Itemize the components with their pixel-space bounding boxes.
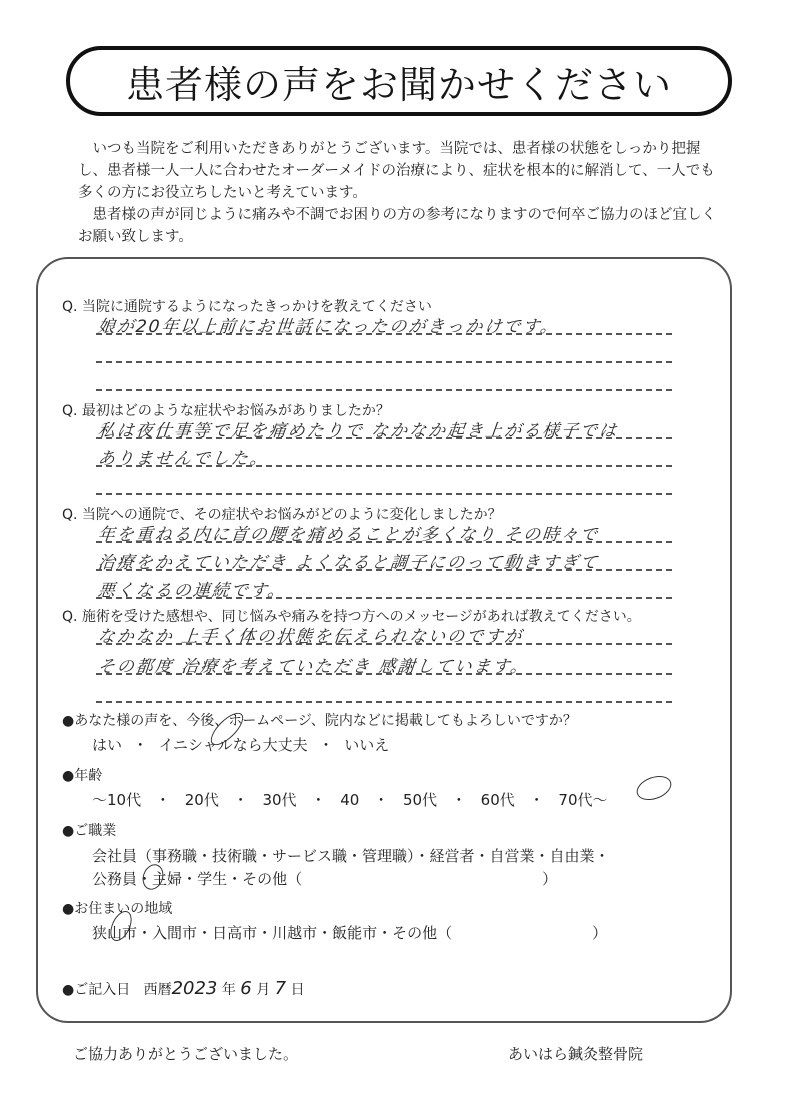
occupation-option-other[interactable]: その他（	[242, 870, 303, 888]
question-1-label: Q. 当院に通院するようになったきっかけを教えてください	[62, 299, 432, 315]
question-3-answer-line-3: 悪くなるの連続です。	[96, 581, 288, 601]
occupation-options-line-1: 会社員（事務職・技術職・サービス職・管理職）・経営者・自営業・自由業・	[92, 847, 610, 865]
answer-line	[96, 437, 672, 439]
answer-line	[96, 673, 672, 675]
answer-line	[96, 493, 672, 495]
occupation-label: ●ご職業	[62, 823, 117, 839]
age-option-60s[interactable]: 60代	[480, 791, 515, 809]
age-option-20s[interactable]: 20代	[184, 791, 219, 809]
intro-paragraph-2: 患者様の声が同じように痛みや不調でお困りの方の参考になりますので何卒ご協力のほど宜しくお願い致します。	[78, 207, 716, 245]
clinic-name: あいはら鍼灸整骨院	[508, 1045, 644, 1063]
age-option-40s[interactable]: 40	[340, 791, 360, 809]
page-title: 患者様の声をお聞かせください	[125, 62, 672, 107]
date-day-field[interactable]: 7	[274, 978, 287, 999]
consent-option-yes[interactable]: はい	[92, 736, 123, 754]
age-option-30s[interactable]: 30代	[262, 791, 297, 809]
answer-line	[96, 569, 672, 571]
question-3-answer-line-1: 年を重ねる内に首の腰を痛めることが多くなり その時々で	[96, 525, 601, 545]
answer-line	[96, 541, 672, 543]
residence-option-hidaka[interactable]: 日高市	[212, 924, 258, 942]
question-2-label: Q. 最初はどのような症状やお悩みがありましたか？	[62, 403, 390, 419]
date-month-field[interactable]: 6	[240, 978, 252, 999]
answer-line	[96, 361, 672, 363]
question-1-answer-line-1: 娘が20年以上前にお世話になったのがきっかけです。	[96, 317, 561, 337]
consent-label: ●あなた様の声を、今後、ホームページ、院内などに掲載してもよろしいですか？	[62, 713, 577, 729]
residence-label: ●お住まいの地域	[62, 901, 173, 917]
residence-option-iruma[interactable]: 入間市	[152, 924, 198, 942]
occupation-option-civil-servant[interactable]: 公務員	[92, 870, 138, 888]
date-year-field[interactable]: 2023	[171, 978, 218, 999]
intro-paragraph-1: いつも当院をご利用いただきありがとうございます。当院では、患者様の状態をしっかり把握し、患者様一人一人に合わせたオーダーメイドの治療により、症状を根本的に解消して、一人でも多くの方にお役立ちしたいと考えています。	[78, 141, 715, 201]
occupation-option-student[interactable]: 学生	[197, 870, 228, 888]
date-row: ●ご記入日 西暦2023 年 6 月 7 日	[62, 978, 305, 999]
residence-option-kawagoe[interactable]: 川越市	[272, 924, 318, 942]
occupation-options-line-2: 公務員・主婦・学生・その他（ ）	[92, 870, 558, 888]
answer-line	[96, 389, 672, 391]
question-4-answer-line-1: なかなか 上手く体の状態を伝えられないのですが	[96, 627, 525, 647]
answer-line	[96, 701, 672, 703]
residence-option-other[interactable]: その他（	[392, 924, 453, 942]
residence-option-sayama[interactable]: 狭山市	[92, 924, 138, 942]
consent-option-no[interactable]: いいえ	[344, 736, 390, 754]
age-options: ～10代 ・ 20代 ・ 30代 ・ 40 ・ 50代 ・ 60代 ・ 70代～	[92, 791, 608, 809]
answer-line	[96, 333, 672, 335]
age-option-70s-plus[interactable]: 70代～	[558, 791, 608, 809]
title-banner	[66, 46, 732, 116]
question-2-answer-line-1: 私は夜仕事等で足を痛めたりで なかなか起き上がる様子では	[96, 421, 620, 441]
occupation-option-homemaker[interactable]: 主婦	[152, 870, 183, 888]
intro-text	[78, 138, 728, 248]
answer-line	[96, 643, 672, 645]
question-3-label: Q. 当院への通院で、その症状やお悩みがどのように変化しましたか？	[62, 507, 502, 523]
question-4-answer-line-2: その都度 治療を考えていただき 感謝しています。	[96, 657, 531, 677]
answer-line	[96, 465, 672, 467]
date-era-label: 西暦	[143, 982, 172, 998]
question-4-label: Q. 施術を受けた感想や、同じ悩みや痛みを持つ方へのメッセージがあれば教えてください。	[62, 609, 641, 625]
question-2-answer-line-2: ありませんでした。	[96, 449, 270, 469]
age-option-50s[interactable]: 50代	[402, 791, 438, 809]
consent-options: はい ・ イニシャルなら大丈夫 ・ いいえ	[92, 736, 390, 754]
residence-option-hanno[interactable]: 飯能市	[332, 924, 378, 942]
age-option-10s[interactable]: ～10代	[92, 791, 142, 809]
date-label: ●ご記入日	[62, 982, 131, 998]
question-3-answer-line-2: 治療をかえていただき よくなると調子にのって動きすぎて	[96, 553, 601, 573]
residence-options: 狭山市・入間市・日高市・川越市・飯能市・その他（ ）	[92, 924, 608, 942]
consent-option-initials[interactable]: イニシャルなら大丈夫	[158, 736, 308, 754]
answer-line	[96, 597, 672, 599]
thanks-message: ご協力ありがとうございました。	[73, 1045, 299, 1063]
age-label: ●年齢	[62, 768, 103, 784]
